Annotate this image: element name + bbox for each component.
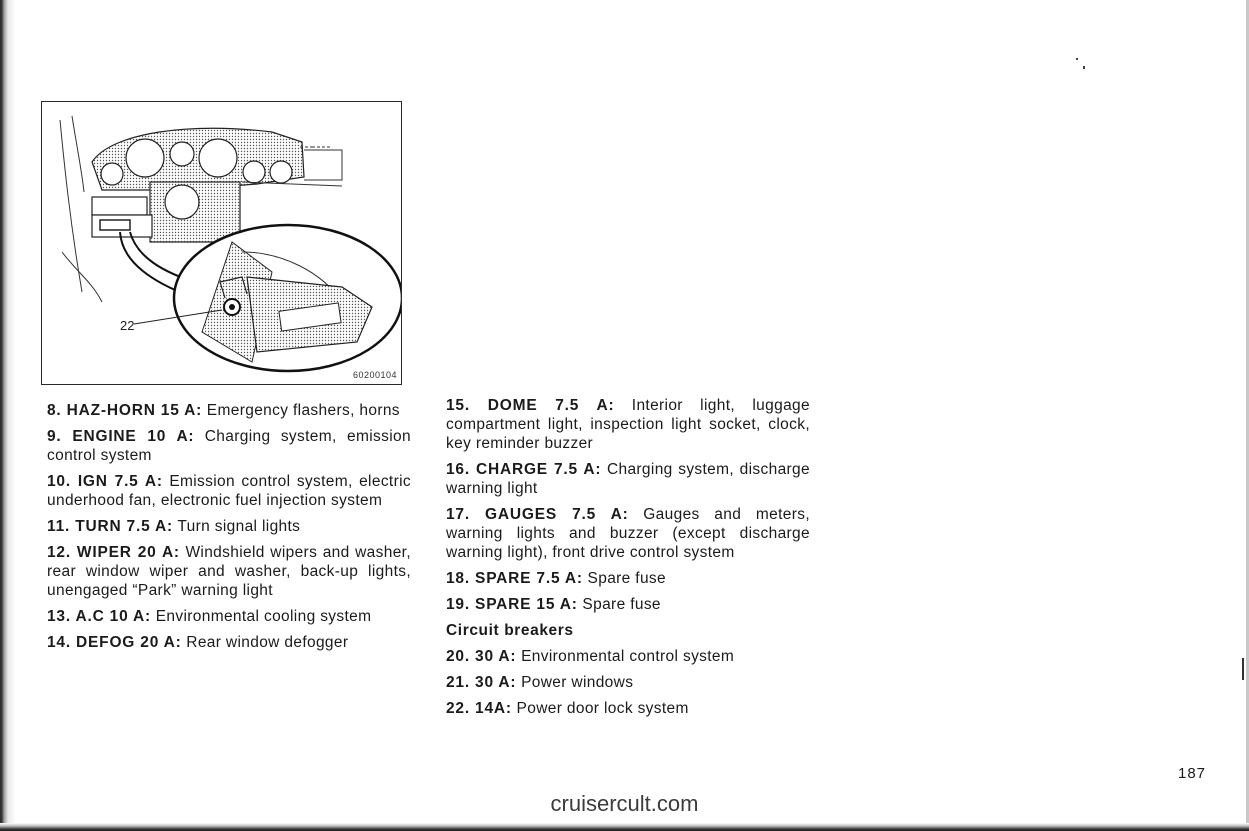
fuse-entry (446, 460, 810, 498)
breaker-label: 20. 30 A: (446, 648, 517, 665)
fuse-entry (446, 595, 810, 614)
fuse-label: 15. DOME 7.5 A: (446, 397, 615, 414)
fuse-description: Rear window defogger (186, 634, 349, 651)
breaker-entry (446, 647, 810, 666)
breaker-entry (446, 699, 810, 718)
fuse-entry (446, 396, 810, 453)
callout-number: 22 (120, 318, 135, 333)
fuse-label: 13. A.C 10 A: (47, 608, 152, 625)
breaker-description: Power windows (521, 674, 634, 691)
watermark: cruisercult.com (550, 791, 699, 816)
fuse-entry (47, 472, 411, 510)
fuse-label: 11. TURN 7.5 A: (47, 518, 173, 535)
fuse-description: Emission control system, electric underhood fan, electronic fuel injection system (47, 473, 411, 509)
fuse-entry (446, 505, 810, 562)
fuse-label: 8. HAZ-HORN 15 A: (47, 402, 203, 419)
fuse-label: 12. WIPER 20 A: (47, 544, 180, 561)
fuse-label: 14. DEFOG 20 A: (47, 634, 182, 651)
fuse-entry (47, 543, 411, 600)
fuse-entry (47, 427, 411, 465)
scan-speck (1083, 66, 1085, 69)
right-column (446, 396, 810, 725)
fuse-description: Gauges and meters, warning lights and buzzer (except discharge warning light), front drive control system (446, 506, 810, 561)
fuse-description: Spare fuse (582, 596, 661, 613)
fuse-label: 18. SPARE 7.5 A: (446, 570, 583, 587)
fuse-entry (47, 517, 411, 536)
fuse-description: Turn signal lights (177, 518, 301, 535)
fuse-label: 17. GAUGES 7.5 A: (446, 506, 629, 523)
breaker-label: 21. 30 A: (446, 674, 517, 691)
fuse-entry (446, 569, 810, 588)
breaker-description: Environmental control system (521, 648, 735, 665)
left-column (47, 401, 411, 659)
page-number: 187 (1178, 765, 1207, 782)
fuse-description: Charging system, discharge warning light (446, 461, 811, 497)
fuse-label: 19. SPARE 15 A: (446, 596, 578, 613)
fuse-label: 9. ENGINE 10 A: (47, 428, 195, 445)
page-binding-shadow (0, 0, 18, 831)
fuse-entry (47, 401, 411, 420)
breaker-entry (446, 673, 810, 692)
page-bottom-edge (0, 823, 1249, 831)
fuse-entry (47, 607, 411, 626)
fuse-description: Interior light, luggage compartment light, inspection light socket, clock, key reminder buzzer (446, 397, 810, 452)
scan-mark (1242, 658, 1244, 680)
figure-code: 60200104 (352, 370, 397, 380)
fuse-location-figure (41, 101, 402, 385)
fuse-description: Environmental cooling system (155, 608, 372, 625)
fuse-description: Charging system, emission control system (47, 428, 411, 464)
fuse-description: Emergency flashers, horns (206, 402, 400, 419)
fuse-label: 16. CHARGE 7.5 A: (446, 461, 602, 478)
circuit-breaker-closeup-illustration (42, 102, 401, 384)
fuse-description: Spare fuse (587, 570, 666, 587)
fuse-entry (47, 633, 411, 652)
breaker-label: 22. 14A: (446, 700, 512, 717)
scan-speck (1076, 58, 1078, 60)
circuit-breakers-heading: Circuit breakers (446, 622, 574, 639)
fuse-label: 10. IGN 7.5 A: (47, 473, 163, 490)
fuse-description: Windshield wipers and washer, rear window wiper and washer, back-up lights, unengaged “Park” warning light (47, 544, 411, 599)
breaker-description: Power door lock system (516, 700, 689, 717)
